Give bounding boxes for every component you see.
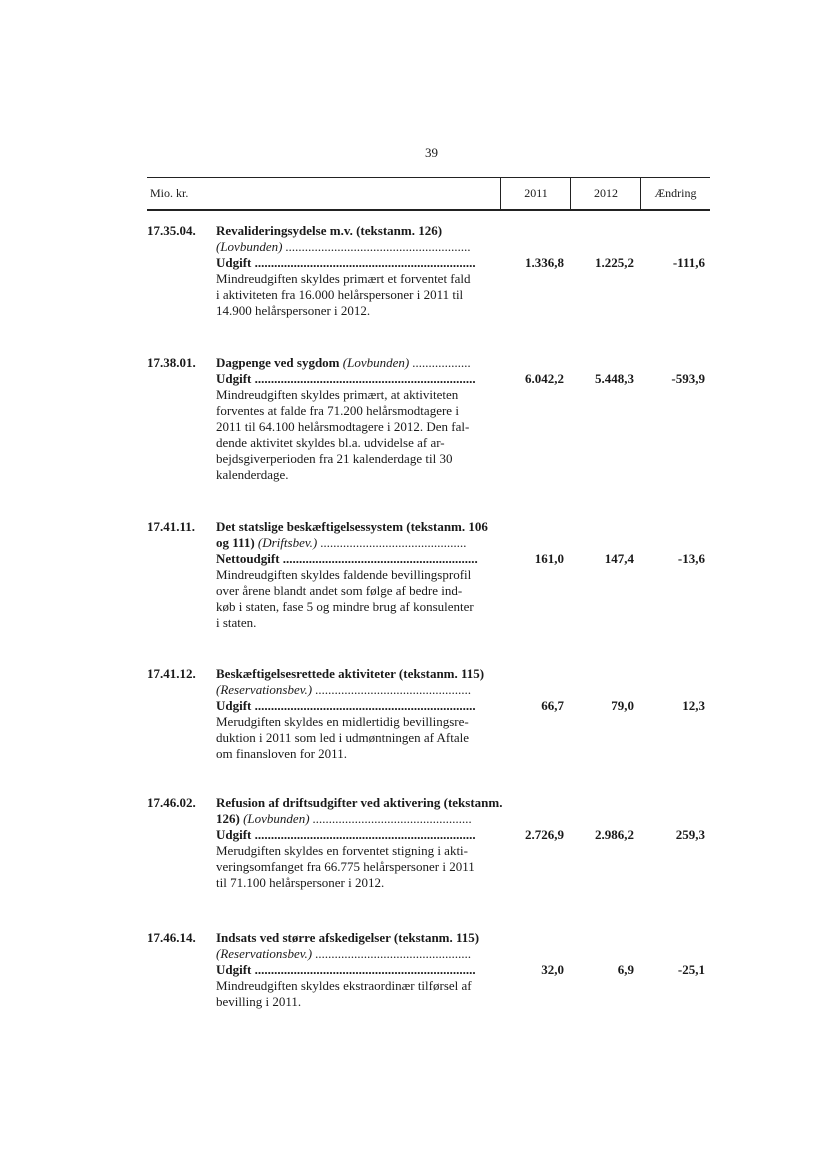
expense-label: Udgift ....................................................................: [216, 698, 476, 713]
expense-label: Udgift ....................................................................: [216, 255, 476, 270]
value-2012: 79,0: [611, 698, 634, 713]
table-header: [147, 177, 710, 211]
value-2012: 5.448,3: [595, 371, 634, 386]
entry-description: Mindreudgiften skyldes faldende bevillingsprofil over årene blandt andet som følge af bedre ind- køb i staten, fase 5 og mindre brug af konsulenter i staten.: [216, 567, 474, 630]
value-change: 12,3: [682, 698, 705, 713]
entry-title-continued: og 111) (Driftsbev.) .............................................: [216, 535, 467, 550]
entry-description: Mindreudgiften skyldes ekstraordinær tilførsel af bevilling i 2011.: [216, 978, 472, 1009]
expense-label: Udgift ....................................................................: [216, 827, 476, 842]
value-change: 259,3: [675, 827, 705, 842]
value-change: -593,9: [671, 371, 705, 386]
entry-description: Mindreudgiften skyldes primært et forventet fald i aktiviteten fra 16.000 helårspersoner i 2011 til 14.900 helårspersoner i 2012.: [216, 271, 471, 318]
entry-title-continued: 126) (Lovbunden) .................................................: [216, 811, 473, 826]
column-2011-header: 2011: [524, 186, 548, 200]
entry-title: Revalideringsydelse m.v. (tekstanm. 126): [216, 223, 443, 238]
page-number: 39: [425, 145, 438, 160]
value-change: -13,6: [677, 551, 705, 566]
account-code: 17.35.04.: [147, 223, 196, 238]
column-2012-header: 2012: [594, 186, 618, 200]
entry-description: Merudgiften skyldes en midlertidig bevillingsre- duktion i 2011 som led i udmøntningen af Aftale om finansloven for 2011.: [216, 714, 469, 761]
value-2011: 161,0: [534, 551, 564, 566]
account-code: 17.41.12.: [147, 666, 196, 681]
value-2011: 32,0: [541, 962, 564, 977]
appropriation-type: (Reservationsbev.) ................................................: [216, 946, 472, 961]
entry-title: Det statslige beskæftigelsessystem (tekstanm. 106: [216, 519, 488, 534]
account-code: 17.41.11.: [147, 519, 196, 534]
expense-label: Udgift ....................................................................: [216, 371, 476, 386]
value-2012: 147,4: [604, 551, 634, 566]
appropriation-type: (Driftsbev.) .............................................: [257, 535, 467, 550]
appropriation-type: (Lovbunden) .........................................................: [216, 239, 471, 254]
account-code: 17.46.14.: [147, 930, 196, 945]
value-2011: 6.042,2: [525, 371, 564, 386]
appropriation-type: (Lovbunden) ..................: [342, 355, 471, 370]
entry-title: Refusion af driftsudgifter ved aktivering (tekstanm.: [216, 795, 503, 810]
value-2011: 1.336,8: [525, 255, 564, 270]
expense-label: Nettoudgift ............................................................: [216, 551, 478, 566]
account-code: 17.46.02.: [147, 795, 196, 810]
expense-label: Udgift ....................................................................: [216, 962, 476, 977]
value-2011: 66,7: [541, 698, 564, 713]
appropriation-type: (Reservationsbev.) ................................................: [216, 682, 472, 697]
value-2011: 2.726,9: [525, 827, 564, 842]
value-change: -25,1: [677, 962, 705, 977]
entry-title: Beskæftigelsesrettede aktiviteter (tekstanm. 115): [216, 666, 485, 681]
account-code: 17.38.01.: [147, 355, 196, 370]
entry-title: Dagpenge ved sygdom (Lovbunden) ..................: [216, 355, 471, 370]
entry-description: Merudgiften skyldes en forventet stigning i akti- veringsomfanget fra 66.775 helårspersoner i 2011 til 71.100 helårspersoner i 2012.: [216, 843, 475, 890]
value-2012: 2.986,2: [595, 827, 634, 842]
value-2012: 6,9: [617, 962, 634, 977]
value-change: -111,6: [672, 255, 705, 270]
entry-description: Mindreudgiften skyldes primært, at aktiviteten forventes at falde fra 71.200 helårsmodtagere i 2011 til 64.100 helårsmodtagere i 2012. Den fal- dende aktivitet skyldes bl.a. udvidelse af ar- bejdsgiverperioden fra 21 kalenderdage til 30 kalenderdage.: [216, 387, 470, 482]
unit-label: Mio. kr.: [150, 186, 189, 200]
column-change-header: Ændring: [654, 186, 697, 200]
entry-title: Indsats ved større afskedigelser (tekstanm. 115): [216, 930, 480, 945]
appropriation-type: (Lovbunden) .................................................: [243, 811, 473, 826]
value-2012: 1.225,2: [595, 255, 634, 270]
